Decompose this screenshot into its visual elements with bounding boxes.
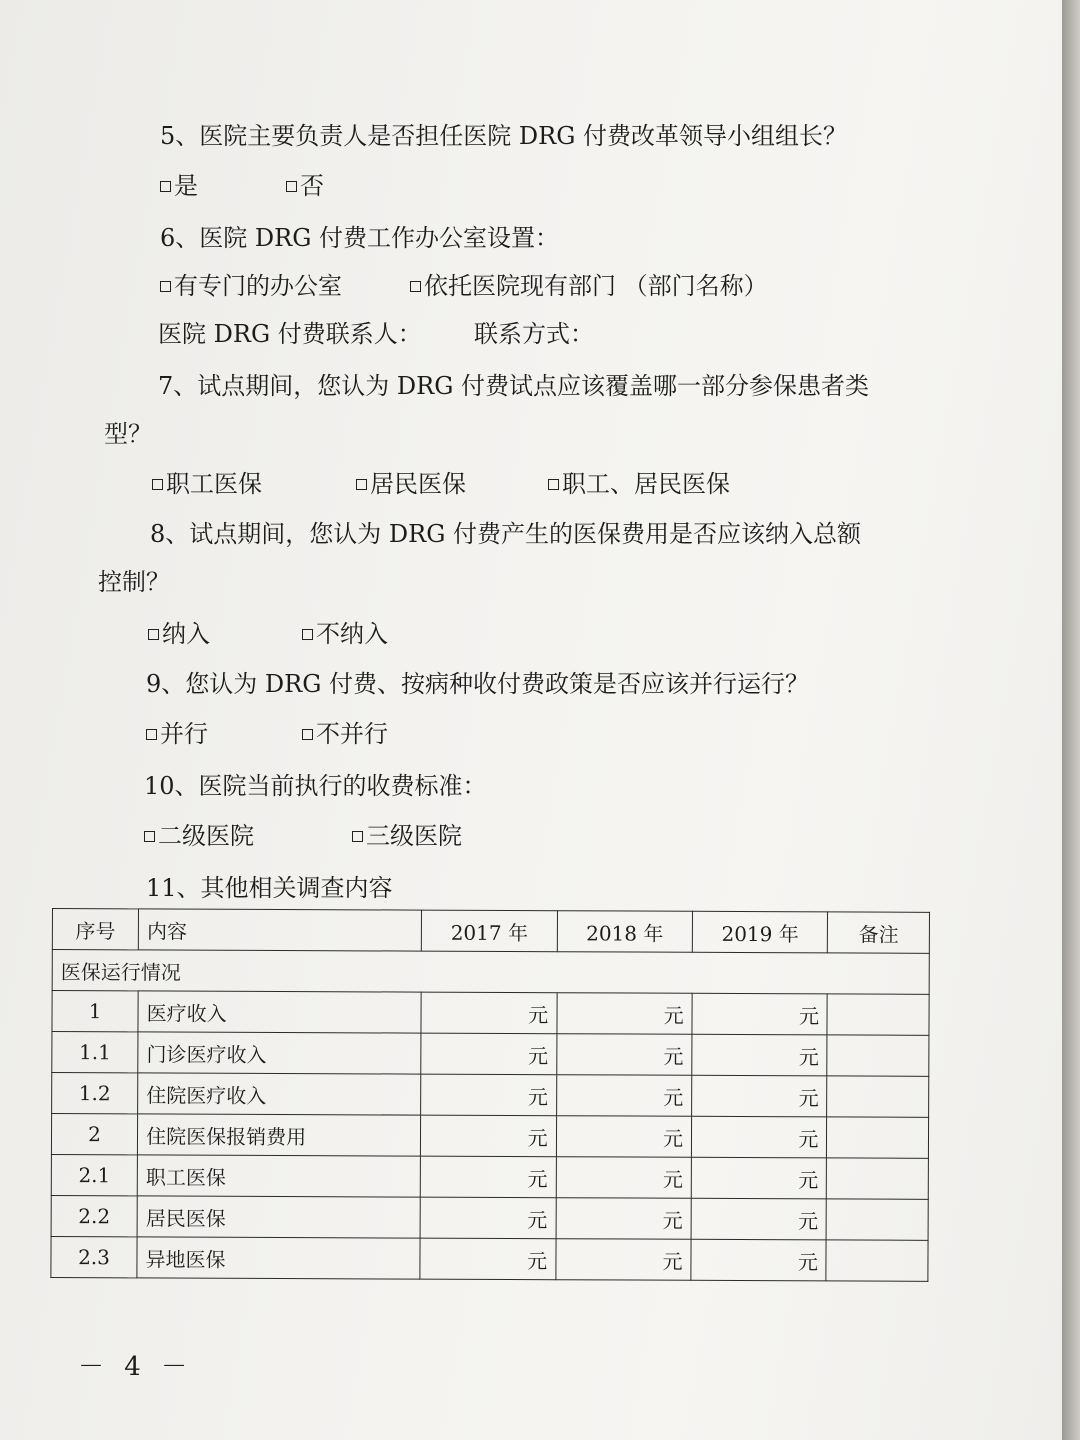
note-cell[interactable] [827,1158,929,1199]
row-name: 医疗收入 [138,991,421,1033]
page-number: － 4 － [78,1352,194,1382]
q6-contact-method-label: 联系方式： [474,320,594,348]
table-row [51,1154,928,1199]
value-cell-2018[interactable]: 元 [556,1198,692,1240]
row-number: 2.1 [51,1154,137,1195]
value-cell-2017[interactable]: 元 [420,1238,556,1280]
value-cell-2019[interactable]: 元 [692,1034,828,1076]
row-number: 1 [52,991,138,1032]
header-cell: 2019 年 [692,911,828,953]
checkbox-icon [148,629,159,640]
q7-option-employee[interactable]: 职工医保 [152,472,262,496]
q10-option-level-3[interactable]: 三级医院 [352,824,462,848]
question-8-line-1: 8、试点期间，您认为 DRG 付费产生的医保费用是否应该纳入总额 [150,520,862,548]
table-row [52,1073,929,1118]
header-cell: 备注 [828,912,930,953]
q5-option-yes[interactable]: 是 [160,174,198,198]
row-name: 门诊医疗收入 [138,1032,421,1074]
checkbox-icon [548,479,559,490]
row-number: 2.2 [51,1195,137,1236]
question-7-line-1: 7、试点期间，您认为 DRG 付费试点应该覆盖哪一部分参保患者类 [158,372,870,400]
header-cell: 内容 [138,909,421,951]
table-row [52,1032,929,1077]
section-label: 医保运行情况 [52,950,929,995]
q9-option-not-parallel[interactable]: 不并行 [302,722,388,746]
value-cell-2017[interactable]: 元 [421,1074,557,1116]
value-cell-2018[interactable]: 元 [556,1034,692,1076]
q7-option-both[interactable]: 职工、居民医保 [548,472,730,496]
note-cell[interactable] [827,1035,929,1076]
question-5: 5、医院主要负责人是否担任医院 DRG 付费改革领导小组组长？ [160,122,848,150]
q5-option-no[interactable]: 否 [286,174,324,198]
table-row [51,1195,928,1240]
question-7-line-2: 型？ [104,420,152,448]
q9-option-parallel[interactable]: 并行 [146,722,208,746]
note-cell[interactable] [827,1117,929,1158]
header-cell: 2017 年 [422,910,558,952]
q6-option-existing-dept[interactable]: 依托医院现有部门 （部门名称） [410,274,768,298]
row-name: 居民医保 [137,1196,420,1238]
checkbox-icon [146,729,157,740]
note-cell[interactable] [827,1076,929,1117]
value-cell-2018[interactable]: 元 [557,993,693,1035]
row-number: 2.3 [51,1236,137,1277]
checkbox-icon [152,479,163,490]
survey-table [50,908,930,1282]
value-cell-2017[interactable]: 元 [421,1115,557,1157]
checkbox-icon [302,729,313,740]
question-8-line-2: 控制？ [98,568,170,596]
checkbox-icon [352,831,363,842]
checkbox-icon [144,831,155,842]
q6-contact-label: 医院 DRG 付费联系人： [158,320,422,348]
page-edge-shadow [1062,0,1080,1440]
value-cell-2017[interactable]: 元 [421,1033,557,1075]
question-9: 9、您认为 DRG 付费、按病种收付费政策是否应该并行运行？ [146,670,810,698]
row-number: 1.1 [52,1032,138,1073]
table-header-row [52,909,929,954]
value-cell-2017[interactable]: 元 [420,1197,556,1239]
q7-option-resident[interactable]: 居民医保 [356,472,466,496]
row-name: 异地医保 [137,1237,420,1279]
note-cell[interactable] [827,994,929,1035]
value-cell-2018[interactable]: 元 [556,1075,692,1117]
table-row [51,1114,928,1159]
note-cell[interactable] [826,1240,928,1281]
table-section-row [52,950,929,995]
row-number: 2 [51,1114,137,1155]
checkbox-icon [160,281,171,292]
row-number: 1.2 [52,1073,138,1114]
checkbox-icon [410,281,421,292]
value-cell-2019[interactable]: 元 [691,1198,827,1240]
q8-option-exclude[interactable]: 不纳入 [302,622,388,646]
value-cell-2019[interactable]: 元 [692,1075,828,1117]
value-cell-2019[interactable]: 元 [691,1239,827,1281]
q8-option-include[interactable]: 纳入 [148,622,210,646]
checkbox-icon [356,479,367,490]
table-row [52,991,929,1036]
q10-option-level-2[interactable]: 二级医院 [144,824,254,848]
table-row [51,1236,928,1281]
value-cell-2019[interactable]: 元 [691,1157,827,1199]
header-cell: 序号 [52,909,138,950]
row-name: 住院医疗收入 [138,1073,421,1115]
value-cell-2018[interactable]: 元 [556,1157,692,1199]
q6-option-dedicated-office[interactable]: 有专门的办公室 [160,274,342,298]
note-cell[interactable] [827,1199,929,1240]
header-cell: 2018 年 [557,911,693,953]
value-cell-2018[interactable]: 元 [556,1116,692,1158]
value-cell-2019[interactable]: 元 [692,993,828,1035]
value-cell-2017[interactable]: 元 [421,992,557,1034]
value-cell-2017[interactable]: 元 [421,1156,557,1198]
value-cell-2018[interactable]: 元 [556,1239,692,1281]
checkbox-icon [160,181,171,192]
row-name: 住院医保报销费用 [138,1114,421,1156]
row-name: 职工医保 [137,1155,420,1197]
question-10: 10、医院当前执行的收费标准： [144,772,487,800]
question-6: 6、医院 DRG 付费工作办公室设置： [160,224,560,252]
checkbox-icon [302,629,313,640]
value-cell-2019[interactable]: 元 [691,1116,827,1158]
checkbox-icon [286,181,297,192]
question-11: 11、其他相关调查内容 [146,874,393,902]
